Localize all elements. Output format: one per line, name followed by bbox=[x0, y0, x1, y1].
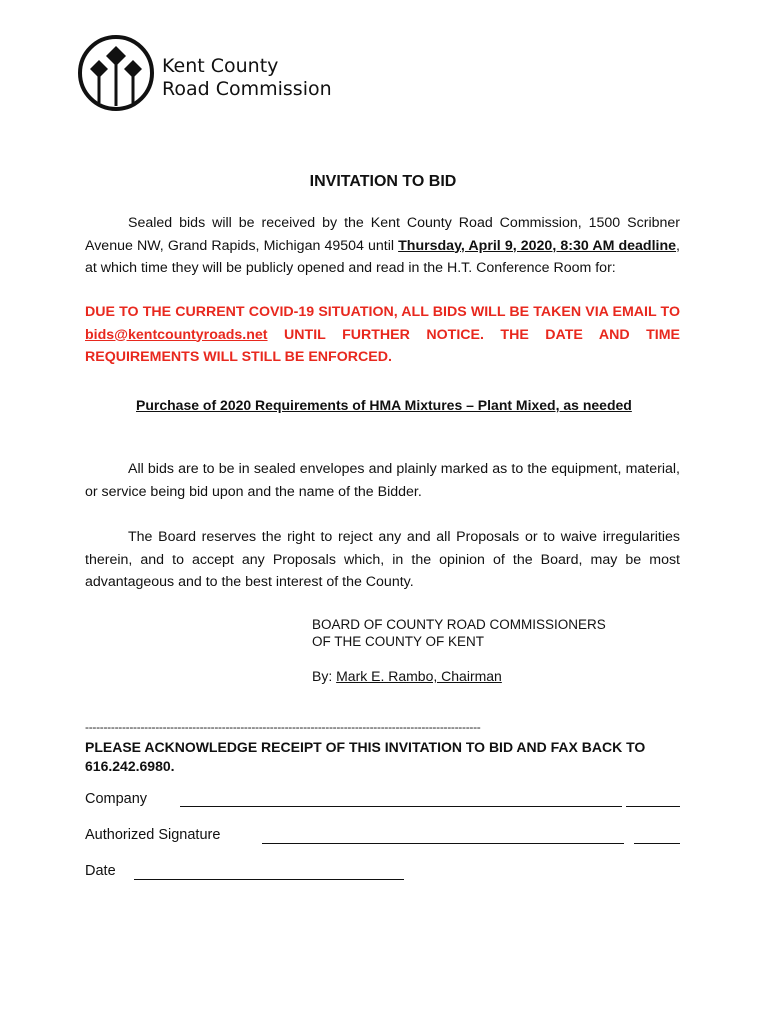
by-label: By: bbox=[312, 668, 337, 684]
company-label: Company bbox=[85, 791, 148, 807]
board-signature-block bbox=[312, 616, 606, 650]
purchase-heading: Purchase of 2020 Requirements of HMA Mixtures – Plant Mixed, as needed bbox=[136, 397, 632, 413]
company-line-ext[interactable] bbox=[626, 806, 680, 807]
board-name-line2: OF THE COUNTY OF KENT bbox=[312, 634, 485, 649]
authorized-signature-label: Authorized Signature bbox=[85, 827, 221, 843]
chairman-name: Mark E. Rambo, Chairman bbox=[336, 668, 502, 684]
company-line[interactable] bbox=[180, 806, 622, 807]
date-label: Date bbox=[85, 863, 116, 879]
covid-notice bbox=[85, 301, 680, 369]
intro-text-before: Sealed bids will be received by the Kent County Road Commission, 1500 Scribner Avenue NW, Grand Rapids, Michigan 49504 until bbox=[85, 215, 680, 254]
notice-part1: DUE TO THE CURRENT COVID-19 SITUATION, ALL BIDS WILL BE TAKEN VIA EMAIL TO bbox=[85, 304, 680, 320]
document-title: INVITATION TO BID bbox=[309, 173, 457, 190]
intro-text-after: , at which time they will be publicly opened and read in the H.T. Conference Room for: bbox=[85, 237, 680, 276]
authorized-signature-line-ext[interactable] bbox=[634, 843, 680, 844]
bids-email-link[interactable]: bids@kentcountyroads.net bbox=[85, 326, 268, 343]
dashed-divider: ----------------------------------------------------------------------------------------------------------- bbox=[85, 720, 481, 734]
notice-part2: UNTIL FURTHER NOTICE. THE DATE AND TIME REQUIREMENTS WILL STILL BE ENFORCED. bbox=[85, 326, 680, 365]
bid-deadline: Thursday, April 9, 2020, 8:30 AM deadline bbox=[398, 237, 677, 254]
organization-name bbox=[162, 55, 332, 101]
signed-by bbox=[312, 668, 502, 685]
acknowledge-instructions: PLEASE ACKNOWLEDGE RECEIPT OF THIS INVITATION TO BID AND FAX BACK TO 616.242.6980. bbox=[85, 739, 646, 774]
board-name-line1: BOARD OF COUNTY ROAD COMMISSIONERS bbox=[312, 617, 606, 632]
sealed-bids-paragraph: All bids are to be in sealed envelopes and plainly marked as to the equipment, material, or service being bid upon and the name of the Bidder. bbox=[85, 461, 680, 500]
intro-paragraph bbox=[85, 212, 680, 280]
kent-county-logo bbox=[77, 34, 155, 112]
date-line[interactable] bbox=[134, 879, 404, 880]
authorized-signature-line[interactable] bbox=[262, 843, 624, 844]
org-name-line2: Road Commission bbox=[162, 78, 332, 100]
org-name-line1: Kent County bbox=[162, 55, 279, 77]
board-reserves-paragraph: The Board reserves the right to reject any and all Proposals or to waive irregularities therein, and to accept any Proposals which, in the opinion of the Board, may be most advantageous and to the best interest of the County. bbox=[85, 529, 680, 590]
